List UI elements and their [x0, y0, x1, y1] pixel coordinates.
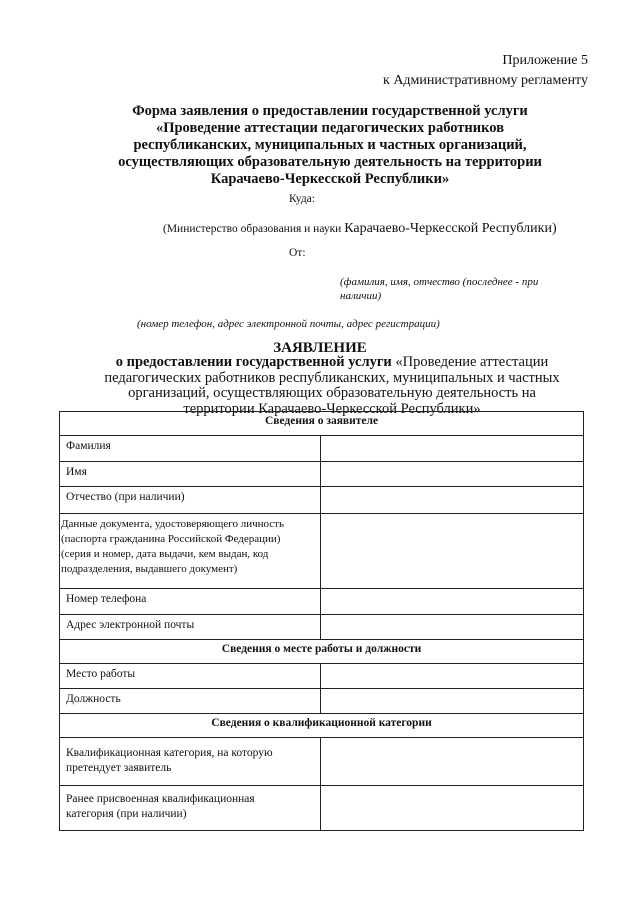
- previous-category-field[interactable]: [321, 786, 584, 831]
- section-row: [60, 412, 584, 436]
- email-field[interactable]: [321, 615, 584, 640]
- previous-category-label-line: категория (при наличии): [66, 808, 187, 820]
- table-row: [60, 462, 584, 487]
- workplace-field[interactable]: [321, 664, 584, 689]
- claimed-category-field[interactable]: [321, 738, 584, 786]
- application-heading: ЗАЯВЛЕНИЕ: [273, 340, 367, 356]
- application-form-table: [59, 411, 584, 831]
- application-intro-line: педагогических работников республиканских, муниципальных и частных: [104, 369, 560, 386]
- id-document-label-line: (серия и номер, дата выдачи, кем выдан, код: [61, 548, 269, 560]
- form-title: [90, 103, 570, 188]
- phone-label: [60, 589, 321, 615]
- form-title-line: осуществляющих образовательную деятельность на территории: [118, 154, 542, 170]
- form-title-line: республиканских, муниципальных и частных организаций,: [133, 137, 527, 153]
- previous-category-label: [60, 786, 321, 831]
- to-value: [163, 219, 557, 237]
- application-intro-rest: «Проведение аттестации: [391, 354, 549, 370]
- id-document-field[interactable]: [321, 514, 584, 589]
- table-row: [60, 514, 584, 589]
- form-title-line: Карачаево-Черкесской Республики»: [210, 171, 450, 187]
- previous-category-label-line: Ранее присвоенная квалификационная: [66, 793, 255, 805]
- table-row: [60, 786, 584, 831]
- patronymic-field[interactable]: [321, 487, 584, 514]
- patronymic-label-text: Отчество (при наличии): [66, 491, 185, 503]
- to-value-prefix: (Министерство образования и науки: [163, 223, 345, 235]
- id-document-label-line: подразделения, выдавшего документ): [61, 563, 238, 575]
- from-label: От:: [289, 247, 306, 259]
- position-label: [60, 689, 321, 714]
- application-intro: [92, 355, 572, 417]
- workplace-label-text: Место работы: [66, 668, 136, 680]
- application-intro-line: [92, 355, 572, 371]
- surname-label: [60, 436, 321, 462]
- from-hint-line: наличии): [340, 290, 382, 302]
- workplace-label: [60, 664, 321, 689]
- claimed-category-label-line: Квалификационная категория, на которую: [66, 747, 273, 759]
- position-field[interactable]: [321, 689, 584, 714]
- application-intro-line: территории Карачаево-Черкесской Республики»: [183, 400, 481, 417]
- phone-field[interactable]: [321, 589, 584, 615]
- surname-label-text: Фамилия: [66, 440, 111, 452]
- table-row: [60, 689, 584, 714]
- id-document-label: [60, 514, 321, 589]
- patronymic-label: [60, 487, 321, 514]
- section-row: [60, 640, 584, 664]
- table-row: [60, 738, 584, 786]
- position-label-text: Должность: [66, 693, 121, 705]
- name-field[interactable]: [321, 462, 584, 487]
- contacts-hint: (номер телефон, адрес электронной почты, адрес регистрации): [137, 318, 440, 330]
- application-intro-bold: о предоставлении государственной услуги: [115, 354, 392, 370]
- phone-label-text: Номер телефона: [66, 593, 147, 605]
- claimed-category-label: [60, 738, 321, 786]
- section-row: [60, 714, 584, 738]
- section-work-header: Сведения о месте работы и должности: [60, 640, 584, 664]
- table-row: [60, 436, 584, 462]
- id-document-label-line: Данные документа, удостоверяющего личность: [61, 518, 285, 530]
- to-value-suffix: Карачаево-Черкесской Республики): [344, 221, 557, 236]
- table-row: [60, 615, 584, 640]
- to-label: Куда:: [289, 193, 315, 205]
- email-label: [60, 615, 321, 640]
- surname-field[interactable]: [321, 436, 584, 462]
- form-title-line: Форма заявления о предоставлении государственной услуги: [132, 103, 528, 119]
- section-applicant-header: Сведения о заявителе: [60, 412, 584, 436]
- claimed-category-label-line: претендует заявитель: [66, 762, 172, 774]
- appendix-number: Приложение 5: [502, 53, 588, 68]
- appendix-header: [383, 52, 588, 90]
- name-label: [60, 462, 321, 487]
- application-intro-line: организаций, осуществляющих образовательную деятельность на: [128, 385, 536, 401]
- from-hint: [340, 275, 538, 303]
- id-document-label-line: (паспорта гражданина Российской Федерации): [61, 533, 281, 545]
- email-label-text: Адрес электронной почты: [66, 619, 195, 631]
- table-row: [60, 664, 584, 689]
- table-row: [60, 589, 584, 615]
- name-label-text: Имя: [66, 466, 87, 478]
- from-hint-line: (фамилия, имя, отчество (последнее - при: [340, 276, 539, 288]
- appendix-reference: к Административному регламенту: [383, 73, 588, 88]
- section-qualification-header: Сведения о квалификационной категории: [60, 714, 584, 738]
- form-title-line: «Проведение аттестации педагогических работников: [155, 120, 505, 136]
- table-row: [60, 487, 584, 514]
